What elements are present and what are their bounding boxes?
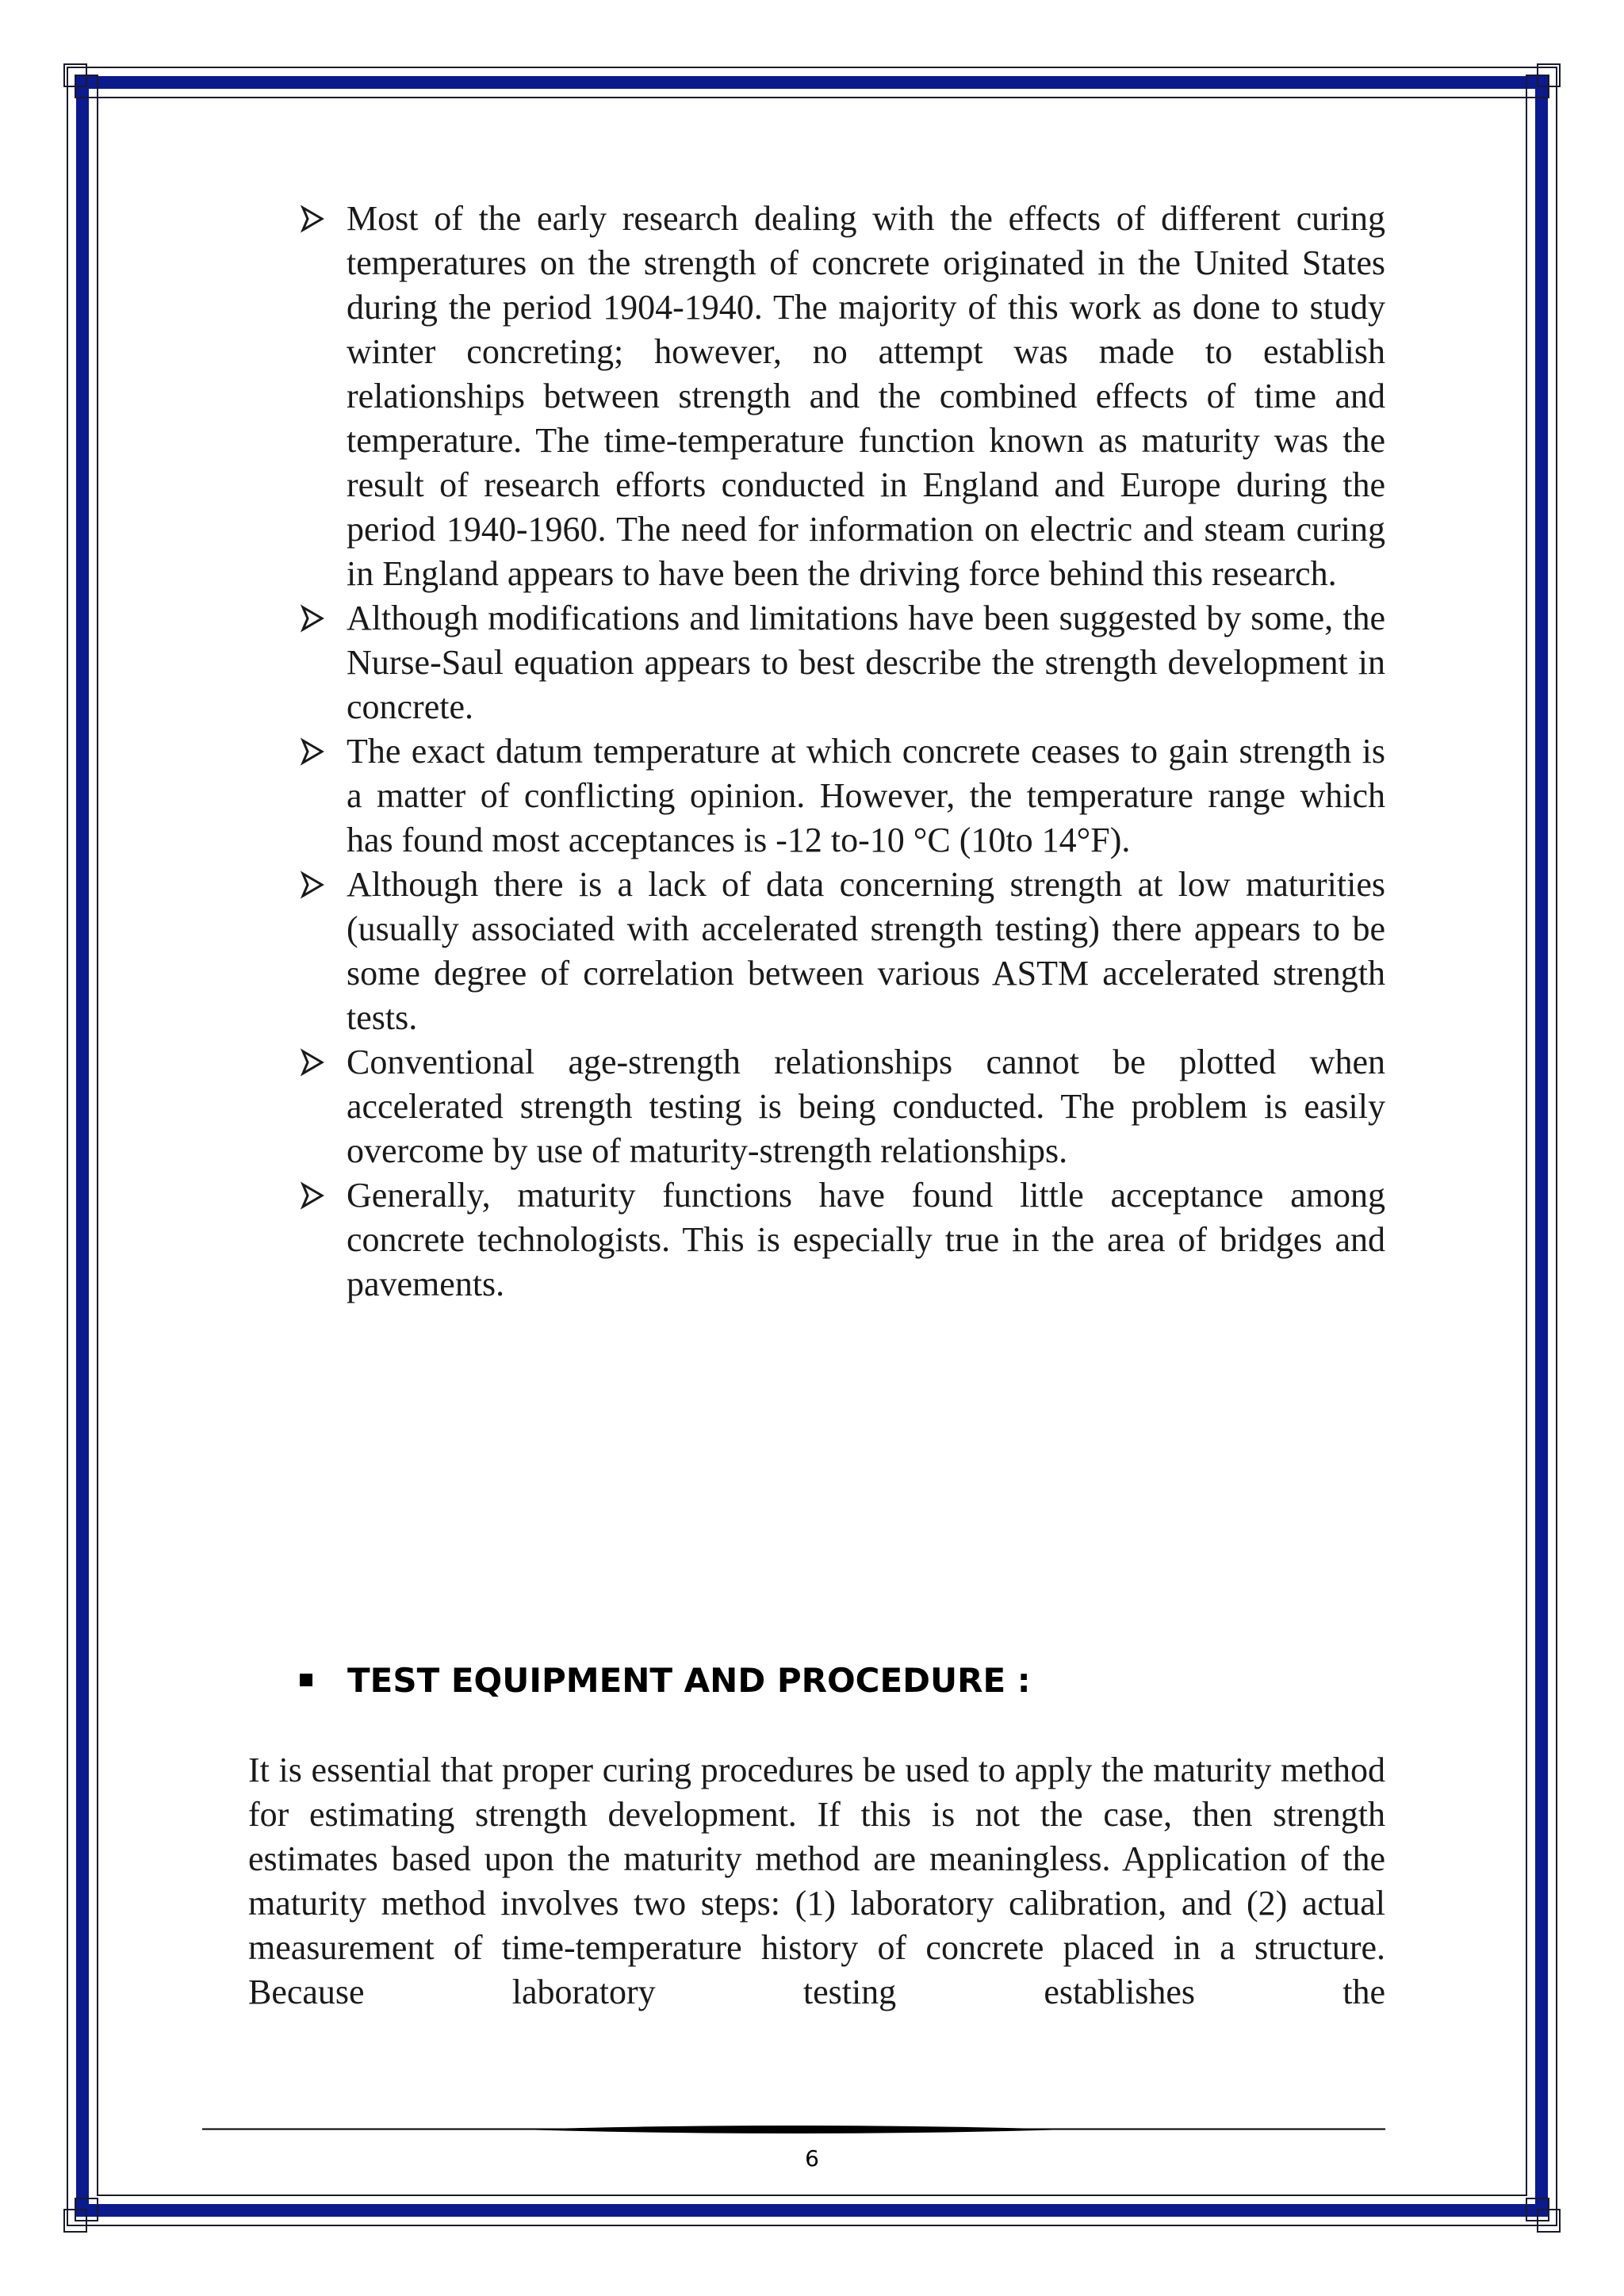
main-content (248, 197, 1385, 1307)
section-heading (248, 1659, 1031, 1703)
frame-corner-ornament (1526, 63, 1561, 98)
arrow-bullet-icon (298, 729, 330, 774)
section-heading-text: TEST EQUIPMENT AND PROCEDURE : (347, 1661, 1031, 1700)
list-item (248, 1173, 1385, 1307)
body-paragraph: It is essential that proper curing procedures be used to apply the maturity method for estimating strength development. If this is not the case, then strength estimates based upon the maturity method are meaningless. Application of the maturity method involves two steps: (1) laboratory calibration, and (2) actual measurement of time-temperature history of concrete placed in a structure. Because laboratory testing establishes the (248, 1751, 1385, 2011)
arrow-bullet-icon (298, 197, 330, 241)
list-item-text: Although there is a lack of data concerning strength at low maturities (usually associated with accelerated strength testing) there appears to be some degree of correlation between various ASTM accelerated strength tests. (347, 865, 1385, 1037)
list-item-text: Conventional age-strength relationships cannot be plotted when accelerated strength testing is being conducted. The problem is easily overcome by use of maturity-strength relationships. (347, 1043, 1385, 1170)
square-bullet-icon (300, 1674, 312, 1686)
list-item (248, 863, 1385, 1040)
list-item-text: Most of the early research dealing with the effects of different curing temperatures on the strength of concrete originated in the United States during the period 1904-1940. The majority of this work as done to study winter concreting; however, no attempt was made to establish relationships between strength and the combined effects of time and temperature. The time-temperature function known as maturity was the result of research efforts conducted in England and Europe during the period 1940-1960. The need for information on electric and steam curing in England appears to have been the driving force behind this research. (347, 199, 1385, 593)
page-number: 6 (805, 2145, 819, 2172)
footer-divider (202, 2122, 1385, 2137)
arrow-bullet-icon (298, 1173, 330, 1218)
list-item-text: Generally, maturity functions have found little acceptance among concrete technologists. This is especially true in the area of bridges and pavements. (347, 1176, 1385, 1303)
arrow-bullet-icon (298, 863, 330, 907)
frame-corner-ornament (1526, 2198, 1561, 2233)
list-item (248, 197, 1385, 596)
list-item (248, 729, 1385, 863)
list-item (248, 596, 1385, 729)
frame-corner-ornament (63, 2198, 98, 2233)
list-item-text: Although modifications and limitations have been suggested by some, the Nurse-Saul equation appears to best describe the strength development in concrete. (347, 599, 1385, 726)
list-item (248, 1040, 1385, 1173)
list-item-text: The exact datum temperature at which concrete ceases to gain strength is a matter of conflicting opinion. However, the temperature range which has found most acceptances is -12 to-10 °C (10to 14°F). (347, 732, 1385, 859)
frame-corner-ornament (63, 63, 98, 98)
arrow-bullet-icon (298, 596, 330, 641)
arrow-bullet-icon (298, 1040, 330, 1085)
bullet-list (248, 197, 1385, 1307)
